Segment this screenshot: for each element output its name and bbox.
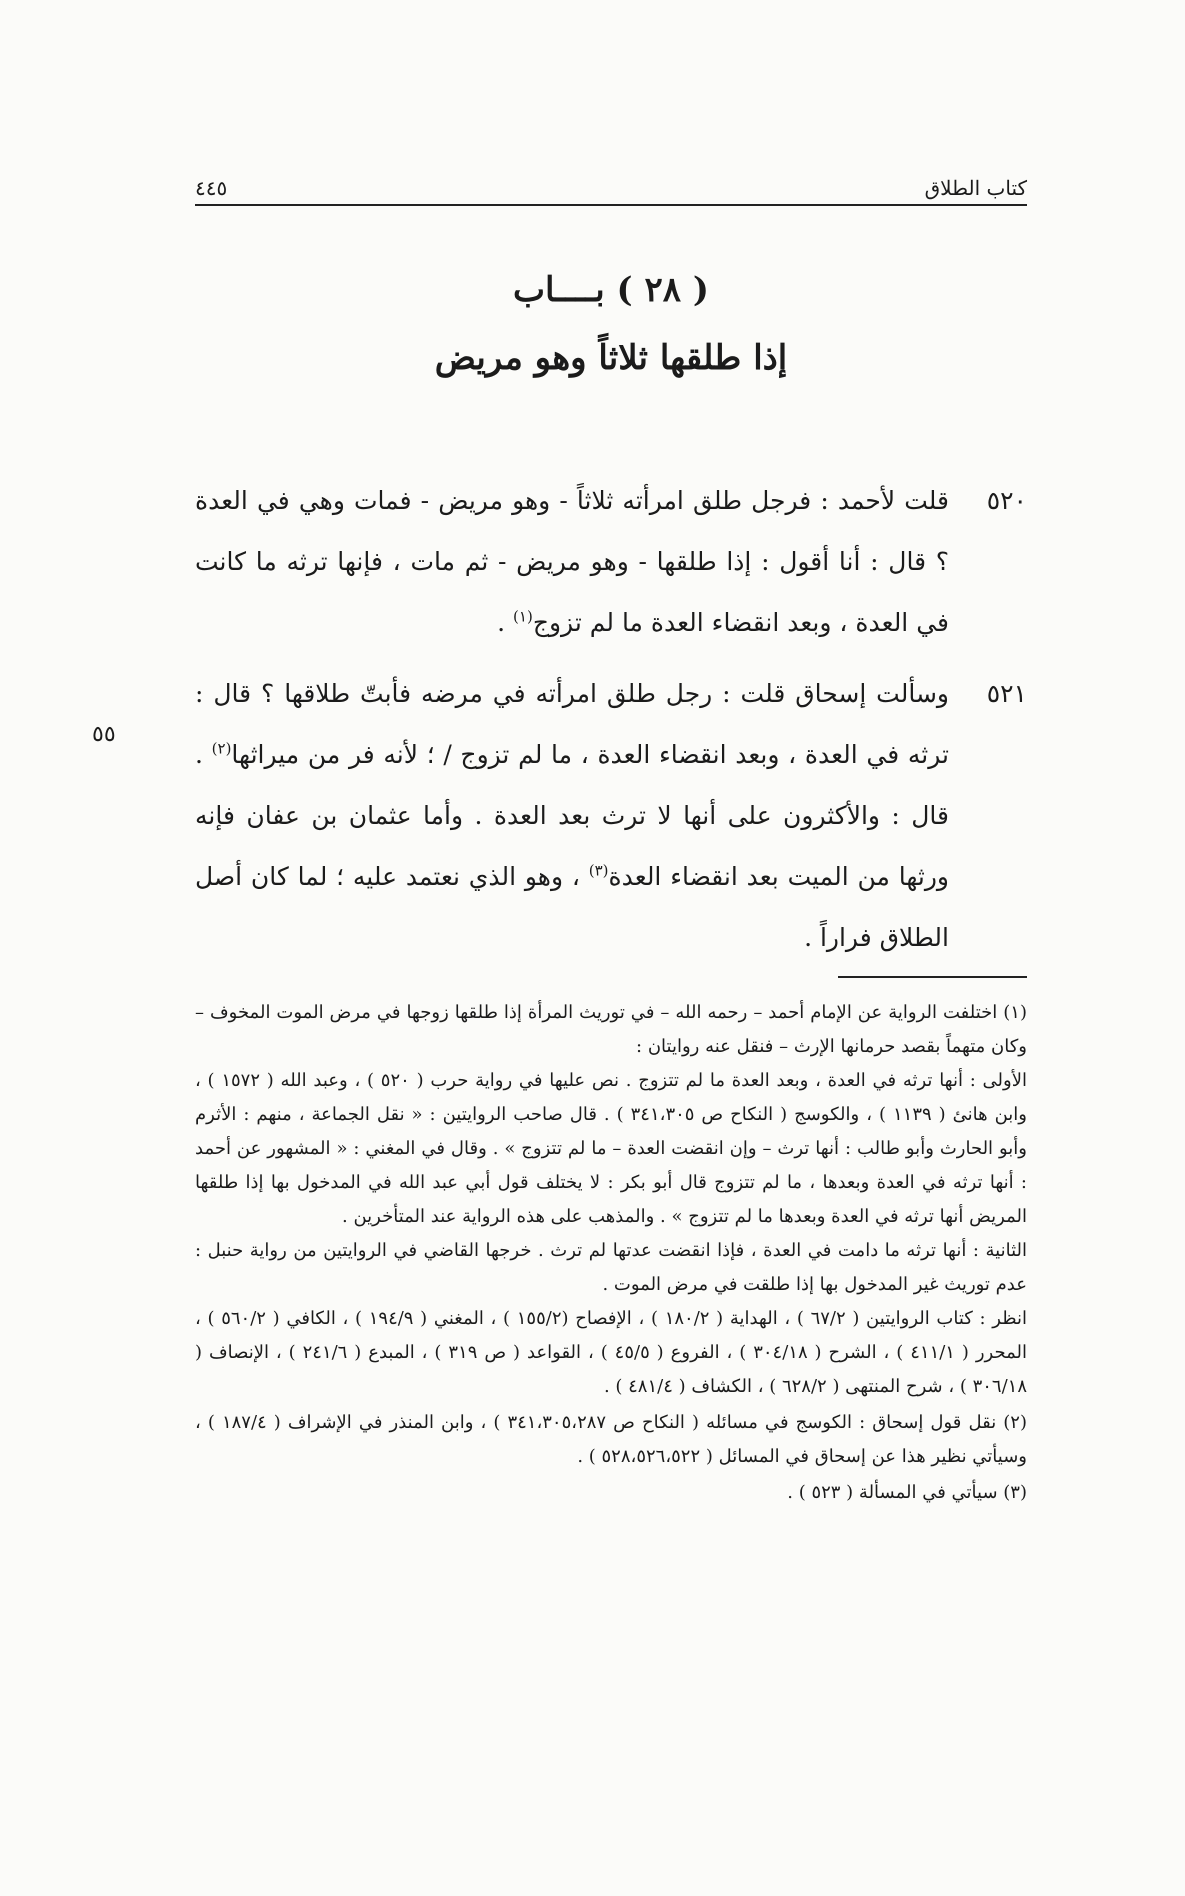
entry-body: قلت لأحمد : فرجل طلق امرأته ثلاثاً - وهو مريض - فمات وهي في العدة ؟ قال : أنا أقول : إذا طلقها - وهو مريض - ثم مات ، فإنها ترثه ما كانت في العدة ، وبعد انقضاء العدة ما لم تزوج: [195, 486, 949, 637]
running-header: [195, 160, 1027, 206]
footnote-1: [195, 996, 1027, 1404]
entry-text: [195, 470, 949, 653]
page-number: ٤٤٥: [195, 176, 228, 200]
book-title: كتاب الطلاق: [924, 176, 1027, 200]
footnote-2: [195, 1406, 1027, 1474]
footnote-text: (٢) نقل قول إسحاق : الكوسج في مسائله ( النكاح ص ٣٤١،٣٠٥،٢٨٧ ) ، وابن المنذر في الإشراف ( ١٨٧/٤ ) ، وسيأتي نظير هذا عن إسحاق في المسائل ( ٥٢٨،٥٢٦،٥٢٢ ) .: [195, 1412, 1027, 1467]
footnotes: [195, 996, 1027, 1512]
entry-521: [195, 663, 1027, 968]
chapter-title: إذا طلقها ثلاثاً وهو مريض: [434, 338, 788, 378]
entry-body: ، وهو الذي نعتمد عليه ؛ لما كان أصل الطلاق فراراً .: [195, 862, 949, 952]
footnote-ref: (١): [513, 607, 533, 626]
footnote-ref: (٢): [211, 739, 232, 758]
main-text: [195, 470, 1027, 978]
footnote-text: (٣) سيأتي في المسألة ( ٥٢٣ ) .: [787, 1482, 1027, 1503]
entry-520: [195, 470, 1027, 653]
entry-number: ٥٢١: [986, 679, 1027, 708]
margin-page-marker: ٥٥: [92, 722, 116, 747]
entry-text: [195, 663, 949, 968]
entry-number: ٥٢٠: [986, 486, 1027, 515]
footnote-ref: (٣): [588, 861, 609, 880]
footnote-text: (١) اختلفت الرواية عن الإمام أحمد – رحمه الله – في توريث المرأة إذا طلقها زوجها في مرض الموت المخوف – وكان متهماً بقصد حرمانها الإرث – فنقل عنه روايتان :: [195, 1002, 1027, 1057]
footnote-3: [195, 1476, 1027, 1510]
footnote-text: الثانية : أنها ترثه ما دامت في العدة ، فإذا انقضت عدتها لم ترث . خرجها القاضي في الروايتين من رواية حنبل : عدم توريث غير المدخول بها إذا طلقت في مرض الموت .: [195, 1240, 1027, 1295]
entry-body: . قال : والأكثرون على أنها لا ترث بعد العدة . وأما عثمان بن عفان فإنه ورثها من الميت بعد انقضاء العدة: [195, 740, 949, 891]
chapter-number: ( ٢٨ ) بــــاب: [513, 270, 709, 310]
entry-tail: .: [497, 608, 514, 637]
footnote-divider: [838, 976, 1027, 978]
entry-body: وسألت إسحاق قلت : رجل طلق امرأته في مرضه فأبتّ طلاقها ؟ قال : ترثه في العدة ، وبعد انقضاء العدة ، ما لم تزوج / ؛ لأنه فر من ميراثها: [195, 679, 949, 769]
footnote-text: الأولى : أنها ترثه في العدة ، وبعد العدة ما لم تتزوج . نص عليها في رواية حرب ( ٥٢٠ ) ، وعبد الله ( ١٥٧٢ ) ، وابن هانئ ( ١١٣٩ ) ، والكوسج ( النكاح ص ٣٤١،٣٠٥ ) . قال صاحب الروايتين : « نقل الجماعة ، منهم : الأثرم وأبو الحارث وأبو طالب : أنها ترث – وإن انقضت العدة – ما لم تتزوج » . وقال في المغني : « المشهور عن أحمد : أنها ترثه في العدة وبعدها ، ما لم تتزوج قال أبو بكر : لا يختلف قول أبي عبد الله في المدخول بها إذا طلقها المريض أنها ترثه في العدة وبعدها ما لم تتزوج » . والمذهب على هذه الرواية عند المتأخرين .: [195, 1070, 1027, 1227]
footnote-text: انظر : كتاب الروايتين ( ٦٧/٢ ) ، الهداية ( ١٨٠/٢ ) ، الإفصاح (١٥٥/٢ ) ، المغني ( ١٩٤/٩ ) ، الكافي ( ٥٦٠/٢ ) ، المحرر ( ٤١١/١ ) ، الشرح ( ٣٠٤/١٨ ) ، الفروع ( ٤٥/٥ ) ، القواعد ( ص ٣١٩ ) ، المبدع ( ٢٤١/٦ ) ، الإنصاف ( ٣٠٦/١٨ ) ، شرح المنتهى ( ٦٢٨/٢ ) ، الكشاف ( ٤٨١/٤ ) .: [195, 1308, 1028, 1397]
